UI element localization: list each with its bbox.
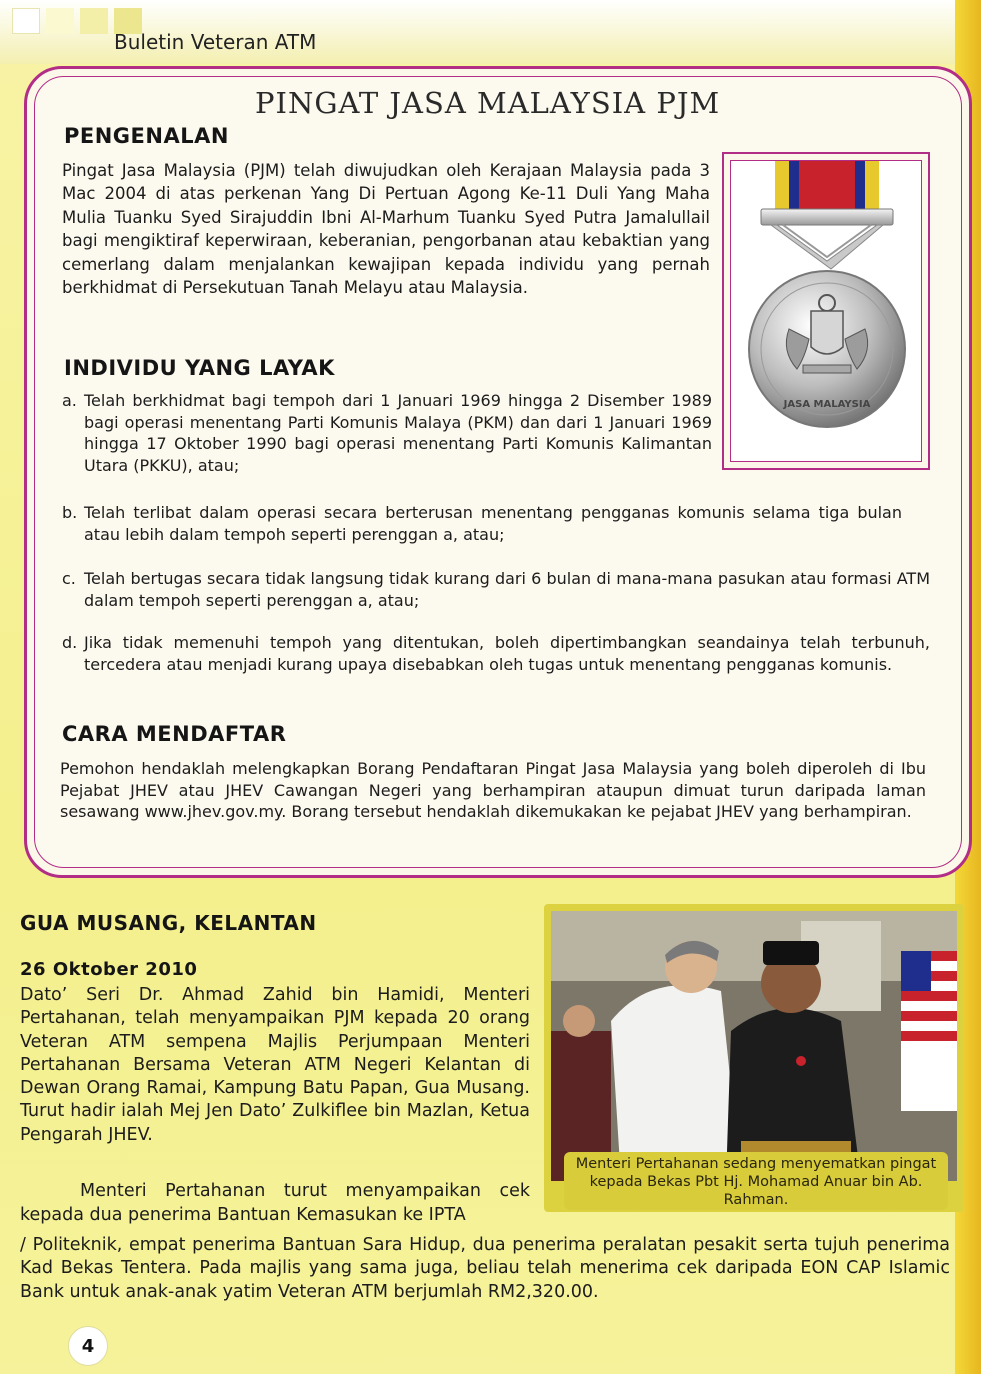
list-item bbox=[62, 632, 930, 675]
news-date: 26 Oktober 2010 bbox=[20, 959, 198, 980]
eligible-heading: INDIVIDU YANG LAYAK bbox=[64, 356, 335, 380]
intro-paragraph: Pingat Jasa Malaysia (PJM) telah diwujudkan oleh Kerajaan Malaysia pada 3 Mac 2004 di atas perkenan Yang Di Pertuan Agong Ke-11 Duli Yang Maha Mulia Tuanku Syed Sirajuddin Ibni Al-Marhum Tuanku Syed Putra Jamalullail bagi mengiktiraf keperwiraan, keberanian, pengorbanan atau kebaktian yang cemerlang dalam menjalankan kewajipan kepada individu yang pernah berkhidmat di Persekutuan Tanah Melayu atau Malaysia. bbox=[62, 161, 710, 298]
intro-heading: PENGENALAN bbox=[64, 124, 229, 148]
register-heading: CARA MENDAFTAR bbox=[62, 722, 287, 746]
bulletin-title: Buletin Veteran ATM bbox=[114, 30, 317, 54]
event-photo bbox=[551, 911, 957, 1181]
decor-square bbox=[80, 8, 108, 34]
list-text: Telah bertugas secara tidak langsung tidak kurang dari 6 bulan di mana-mana pasukan atau formasi ATM dalam tempoh seperti perenggan a, atau; bbox=[84, 569, 930, 610]
list-text: Jika tidak memenuhi tempoh yang ditentukan, boleh dipertimbangkan seandainya telah terbunuh, tercedera atau menjadi kurang upaya disebabkan oleh tugas untuk menentang pengganas komunis. bbox=[84, 633, 930, 674]
list-label: d. bbox=[62, 633, 78, 652]
list-label: c. bbox=[62, 569, 76, 588]
article-title: PINGAT JASA MALAYSIA PJM bbox=[255, 86, 721, 120]
list-label: a. bbox=[62, 391, 77, 410]
list-label: b. bbox=[62, 503, 78, 522]
news-location: GUA MUSANG, KELANTAN bbox=[20, 911, 317, 935]
ribbon bbox=[775, 161, 879, 209]
list-text: Telah terlibat dalam operasi secara berterusan menentang pengganas komunis selama tiga bulan atau lebih dalam tempoh seperti perenggan a, atau; bbox=[84, 503, 902, 544]
news-paragraph-2-end: / Politeknik, empat penerima Bantuan Sara Hidup, dua penerima peralatan pesakit serta tujuh penerima Kad Bekas Tentera. Pada majlis yang sama juga, beliau telah menerima cek daripada EON CAP Islamic Bank untuk anak-anak yatim Veteran ATM berjumlah RM2,320.00. bbox=[20, 1235, 950, 1302]
list-item bbox=[62, 502, 902, 545]
decor-square bbox=[12, 8, 40, 34]
photo-caption: Menteri Pertahanan sedang menyematkan pingat kepada Bekas Pbt Hj. Mohamad Anuar bin Ab. Rahman. bbox=[564, 1152, 948, 1210]
list-item bbox=[62, 568, 930, 611]
decor-square bbox=[46, 8, 74, 34]
news-paragraph-1: Dato’ Seri Dr. Ahmad Zahid bin Hamidi, Menteri Pertahanan, telah menyampaikan PJM kepada 20 orang Veteran ATM sempena Majlis Perjumpaan Menteri Pertahanan Bersama Veteran ATM Negeri Kelantan di Dewan Orang Ramai, Kampung Batu Papan, Gua Musang. Turut hadir ialah Mej Jen Dato’ Zulkiflee bin Mazlan, Ketua Pengarah JHEV. bbox=[20, 985, 530, 1145]
list-text: Telah berkhidmat bagi tempoh dari 1 Januari 1969 hingga 2 Disember 1989 bagi operasi menentang Parti Komunis Malaya (PKM) dan dari 1 Januari 1969 hingga 17 Oktober 1990 bagi operasi menentang Parti Komunis Kalimantan Utara (PKKU), atau; bbox=[84, 391, 712, 475]
flag bbox=[901, 951, 957, 1111]
list-item bbox=[62, 390, 712, 476]
register-paragraph: Pemohon hendaklah melengkapkan Borang Pendaftaran Pingat Jasa Malaysia yang boleh diperoleh di Ibu Pejabat JHEV atau JHEV Cawangan Negeri yang berhampiran ataupun dimuat turun daripada laman sesawang www.jhev.gov.my. Borang tersebut hendaklah dikemukakan ke pejabat JHEV yang berhampiran. bbox=[60, 759, 926, 822]
news-paragraph-2-start: Menteri Pertahanan turut menyampaikan cek kepada dua penerima Bantuan Kemasukan ke IPTA bbox=[20, 1181, 530, 1225]
medal-image bbox=[730, 160, 922, 462]
page-number: 4 bbox=[68, 1326, 108, 1366]
medal-inscription: JASA MALAYSIA bbox=[783, 399, 871, 410]
